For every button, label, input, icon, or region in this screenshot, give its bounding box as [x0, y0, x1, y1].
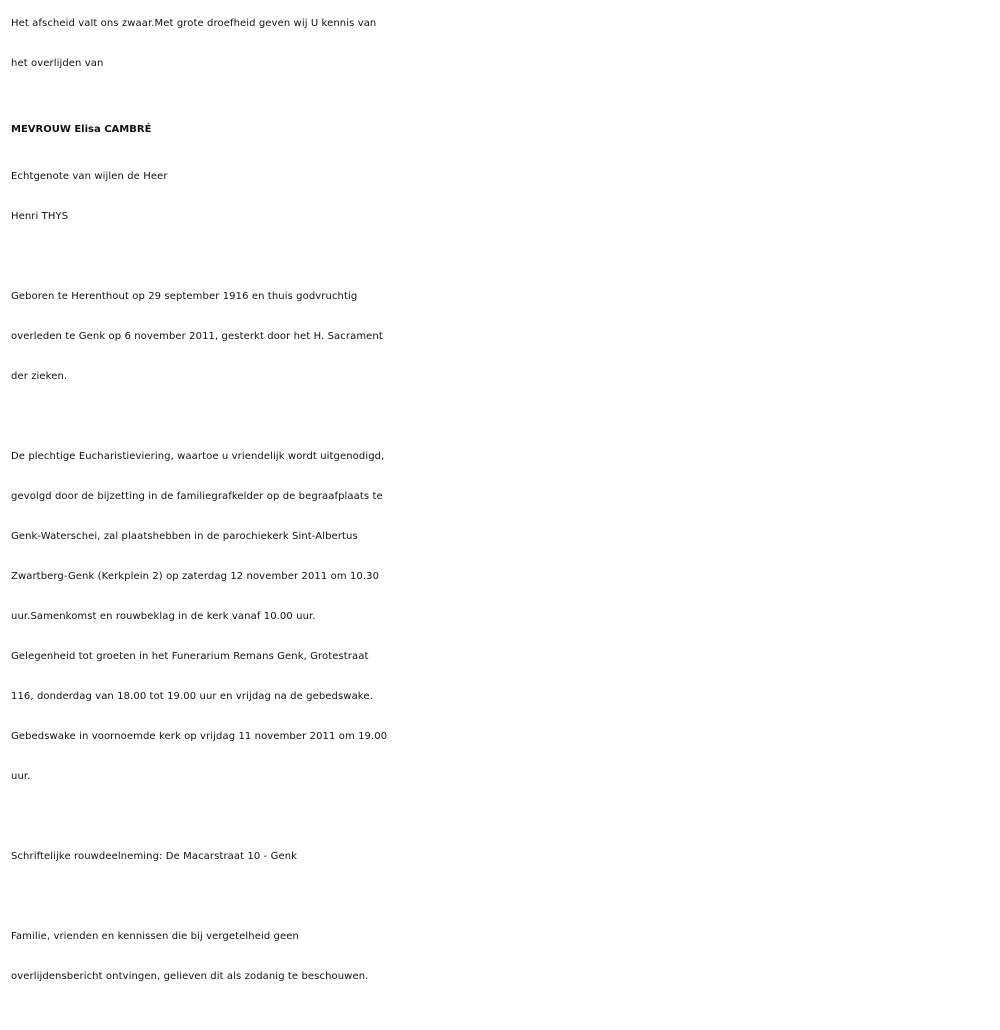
paragraph-spacer: [11, 797, 991, 837]
deceased-name: MEVROUW Elisa CAMBRÉ: [11, 124, 152, 135]
text-line: het overlijden van: [11, 58, 104, 69]
text-line: der zieken.: [11, 371, 68, 382]
text-line: uur.: [11, 771, 31, 782]
text-line: Het afscheid valt ons zwaar.Met grote droefheid geven wij U kennis van: [11, 18, 377, 29]
text-line: Zwartberg-Genk (Kerkplein 2) op zaterdag 12 november 2011 om 10.30: [11, 571, 380, 582]
text-line: Familie, vrienden en kennissen die bij vergetelheid geen: [11, 931, 299, 942]
ceremony-paragraph: [11, 437, 991, 797]
text-line: Echtgenote van wijlen de Heer: [11, 171, 168, 182]
obituary-notice: [11, 4, 991, 997]
paragraph-spacer: [11, 877, 991, 917]
text-line: Henri THYS: [11, 211, 69, 222]
text-line: gevolgd door de bijzetting in de familiegrafkelder op de begraafplaats te: [11, 491, 383, 502]
paragraph-spacer: [11, 397, 991, 437]
text-line: Gelegenheid tot groeten in het Funerarium Remans Genk, Grotestraat: [11, 651, 369, 662]
text-line: De plechtige Eucharistieviering, waartoe u vriendelijk wordt uitgenodigd,: [11, 451, 385, 462]
birth-death-paragraph: [11, 277, 991, 397]
text-line: overleden te Genk op 6 november 2011, gesterkt door het H. Sacrament: [11, 331, 383, 342]
relation-paragraph: [11, 157, 991, 237]
intro-paragraph: [11, 4, 991, 84]
text-line: Genk-Waterschei, zal plaatshebben in de parochiekerk Sint-Albertus: [11, 531, 358, 542]
condolence-address: Schriftelijke rouwdeelneming: De Macarstraat 10 - Genk: [11, 851, 298, 862]
paragraph-spacer: [11, 237, 991, 277]
text-line: overlijdensbericht ontvingen, gelieven dit als zodanig te beschouwen.: [11, 971, 369, 982]
text-line: Gebedswake in voornoemde kerk op vrijdag 11 november 2011 om 19.00: [11, 731, 388, 742]
text-line: Geboren te Herenthout op 29 september 1916 en thuis godvruchtig: [11, 291, 358, 302]
text-line: 116, donderdag van 18.00 tot 19.00 uur en vrijdag na de gebedswake.: [11, 691, 373, 702]
text-line: uur.Samenkomst en rouwbeklag in de kerk vanaf 10.00 uur.: [11, 611, 316, 622]
closing-paragraph: [11, 917, 991, 997]
